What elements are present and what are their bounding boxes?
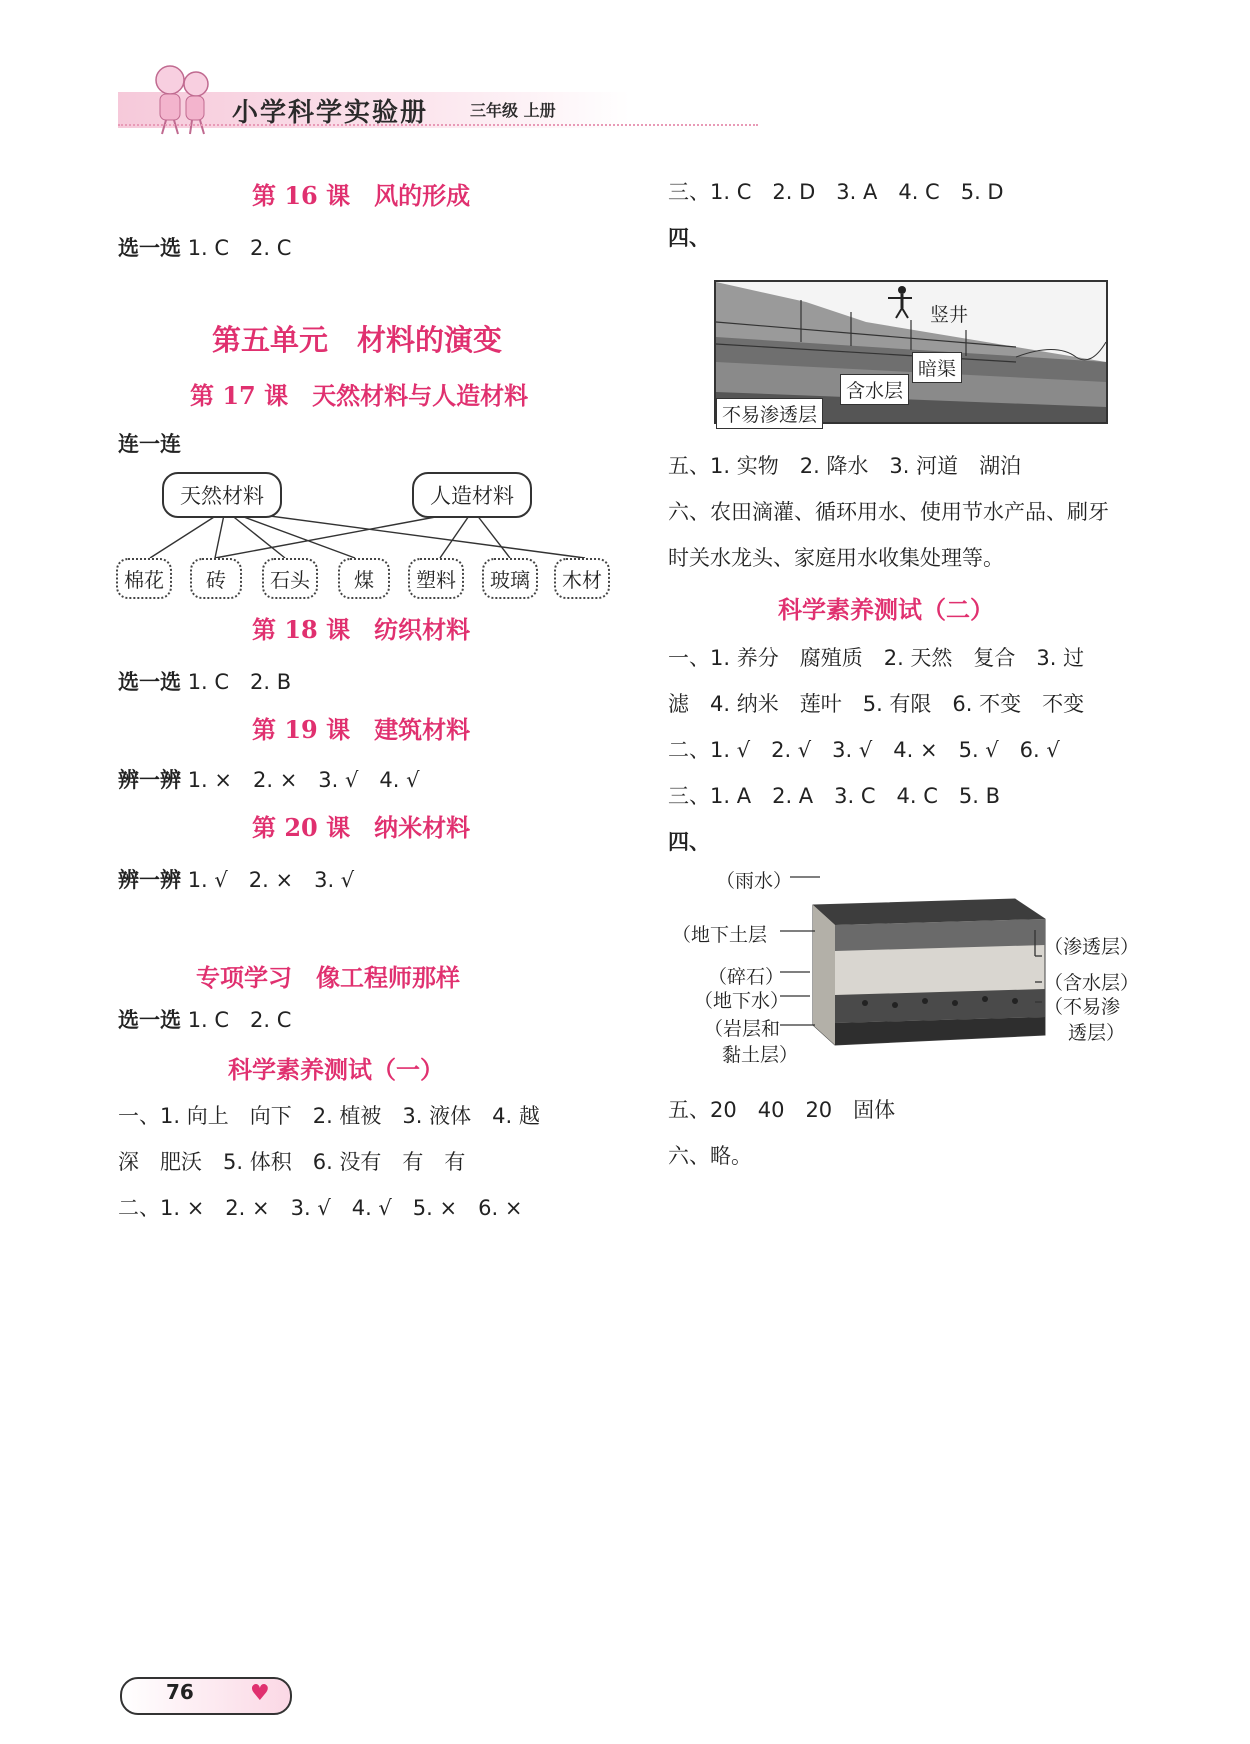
answer-label: 选一选 [118, 670, 181, 694]
test-2-line: 一、1. 养分 腐殖质 2. 天然 复合 3. 过 [668, 646, 1085, 670]
special-study-title: 专项学习 像工程师那样 [196, 963, 460, 992]
answer-text: 1. C 2. C [187, 1008, 292, 1032]
lesson-20-title: 第 20 课 纳米材料 [252, 813, 471, 842]
answer-text: 1. √ 2. × 3. √ [187, 868, 355, 892]
answer-line: 时关水龙头、家庭用水收集处理等。 [668, 546, 1004, 570]
aquifer-layer-label: （含水层） [1044, 972, 1140, 994]
item-brick: 砖 [190, 558, 242, 599]
answer-line: 五、1. 实物 2. 降水 3. 河道 湖泊 [668, 454, 1022, 478]
lesson-17-title: 第 17 课 天然材料与人造材料 [190, 381, 529, 410]
heart-icon: ♥ [250, 1681, 270, 1706]
item-coal: 煤 [338, 558, 390, 599]
unit-5-title: 第五单元 材料的演变 [212, 323, 503, 357]
page-number: 76 [166, 1680, 194, 1704]
lesson-18-title: 第 18 课 纺织材料 [252, 615, 471, 644]
natural-material-box: 天然材料 [162, 472, 282, 518]
item-wood: 木材 [554, 558, 610, 599]
test-2-line: 二、1. √ 2. √ 3. √ 4. × 5. √ 6. √ [668, 738, 1060, 762]
test-1-line: 一、1. 向上 向下 2. 植被 3. 液体 4. 越 [118, 1104, 540, 1128]
lesson-18-answer [118, 666, 291, 696]
answer-label: 辨一辨 [118, 768, 181, 792]
answer-text: 1. C 2. B [187, 670, 292, 694]
answer-label: 选一选 [118, 236, 181, 260]
groundwater-label: （地下水） [694, 990, 790, 1012]
clay-layer-label: 黏土层） [722, 1044, 799, 1066]
header-divider [118, 124, 758, 126]
test-2-title: 科学素养测试（二） [778, 595, 994, 624]
gravel-label: （碎石） [708, 966, 785, 988]
rock-layer-label: （岩层和 [704, 1018, 781, 1040]
kids-illustration [140, 58, 220, 138]
special-study-answer [118, 1004, 291, 1034]
test-2-line: 滤 4. 纳米 莲叶 5. 有限 6. 不变 不变 [668, 692, 1085, 716]
answer-text: 1. C 2. C [187, 236, 292, 260]
artificial-material-box: 人造材料 [412, 472, 532, 518]
test-1-title: 科学素养测试（一） [228, 1055, 444, 1084]
item-plastic: 塑料 [408, 558, 464, 599]
lesson-16-title: 第 16 课 风的形成 [252, 181, 471, 210]
well-label: 竖井 [930, 304, 969, 326]
channel-label: 暗渠 [912, 352, 962, 383]
item-glass: 玻璃 [482, 558, 538, 599]
answer-line: 三、1. C 2. D 3. A 4. C 5. D [668, 180, 1004, 204]
answer-line: 六、略。 [668, 1144, 752, 1168]
item-cotton: 棉花 [116, 558, 172, 599]
lesson-20-answer [118, 864, 354, 894]
section-4-label: 四、 [668, 830, 710, 854]
lesson-16-answer [118, 232, 291, 262]
impermeable-layer-label: （不易渗 [1044, 996, 1121, 1018]
soil-layer-label: （地下土层 [672, 924, 768, 946]
lesson-19-answer [118, 764, 420, 794]
answer-text: 1. × 2. × 3. √ 4. √ [187, 768, 420, 792]
test-1-line: 深 肥沃 5. 体积 6. 没有 有 有 [118, 1150, 466, 1174]
answer-line: 五、20 40 20 固体 [668, 1098, 896, 1122]
answer-line: 六、农田滴灌、循环用水、使用节水产品、刷牙 [668, 500, 1109, 524]
section-4-label: 四、 [668, 226, 710, 250]
rain-label: （雨水） [716, 870, 793, 892]
item-stone: 石头 [262, 558, 318, 599]
permeable-layer-label: （渗透层） [1044, 936, 1140, 958]
lesson-17-label: 连一连 [118, 432, 181, 456]
impermeable-layer-label-2: 透层） [1068, 1022, 1126, 1044]
aquifer-label: 含水层 [840, 374, 909, 405]
answer-label: 选一选 [118, 1008, 181, 1032]
answer-label: 辨一辨 [118, 868, 181, 892]
test-1-line: 二、1. × 2. × 3. √ 4. √ 5. × 6. × [118, 1196, 523, 1220]
book-title: 小学科学实验册 [232, 98, 429, 128]
grade-label: 三年级 上册 [470, 101, 556, 120]
lesson-19-title: 第 19 课 建筑材料 [252, 715, 471, 744]
impermeable-label: 不易渗透层 [716, 398, 823, 429]
test-2-line: 三、1. A 2. A 3. C 4. C 5. B [668, 784, 1001, 808]
